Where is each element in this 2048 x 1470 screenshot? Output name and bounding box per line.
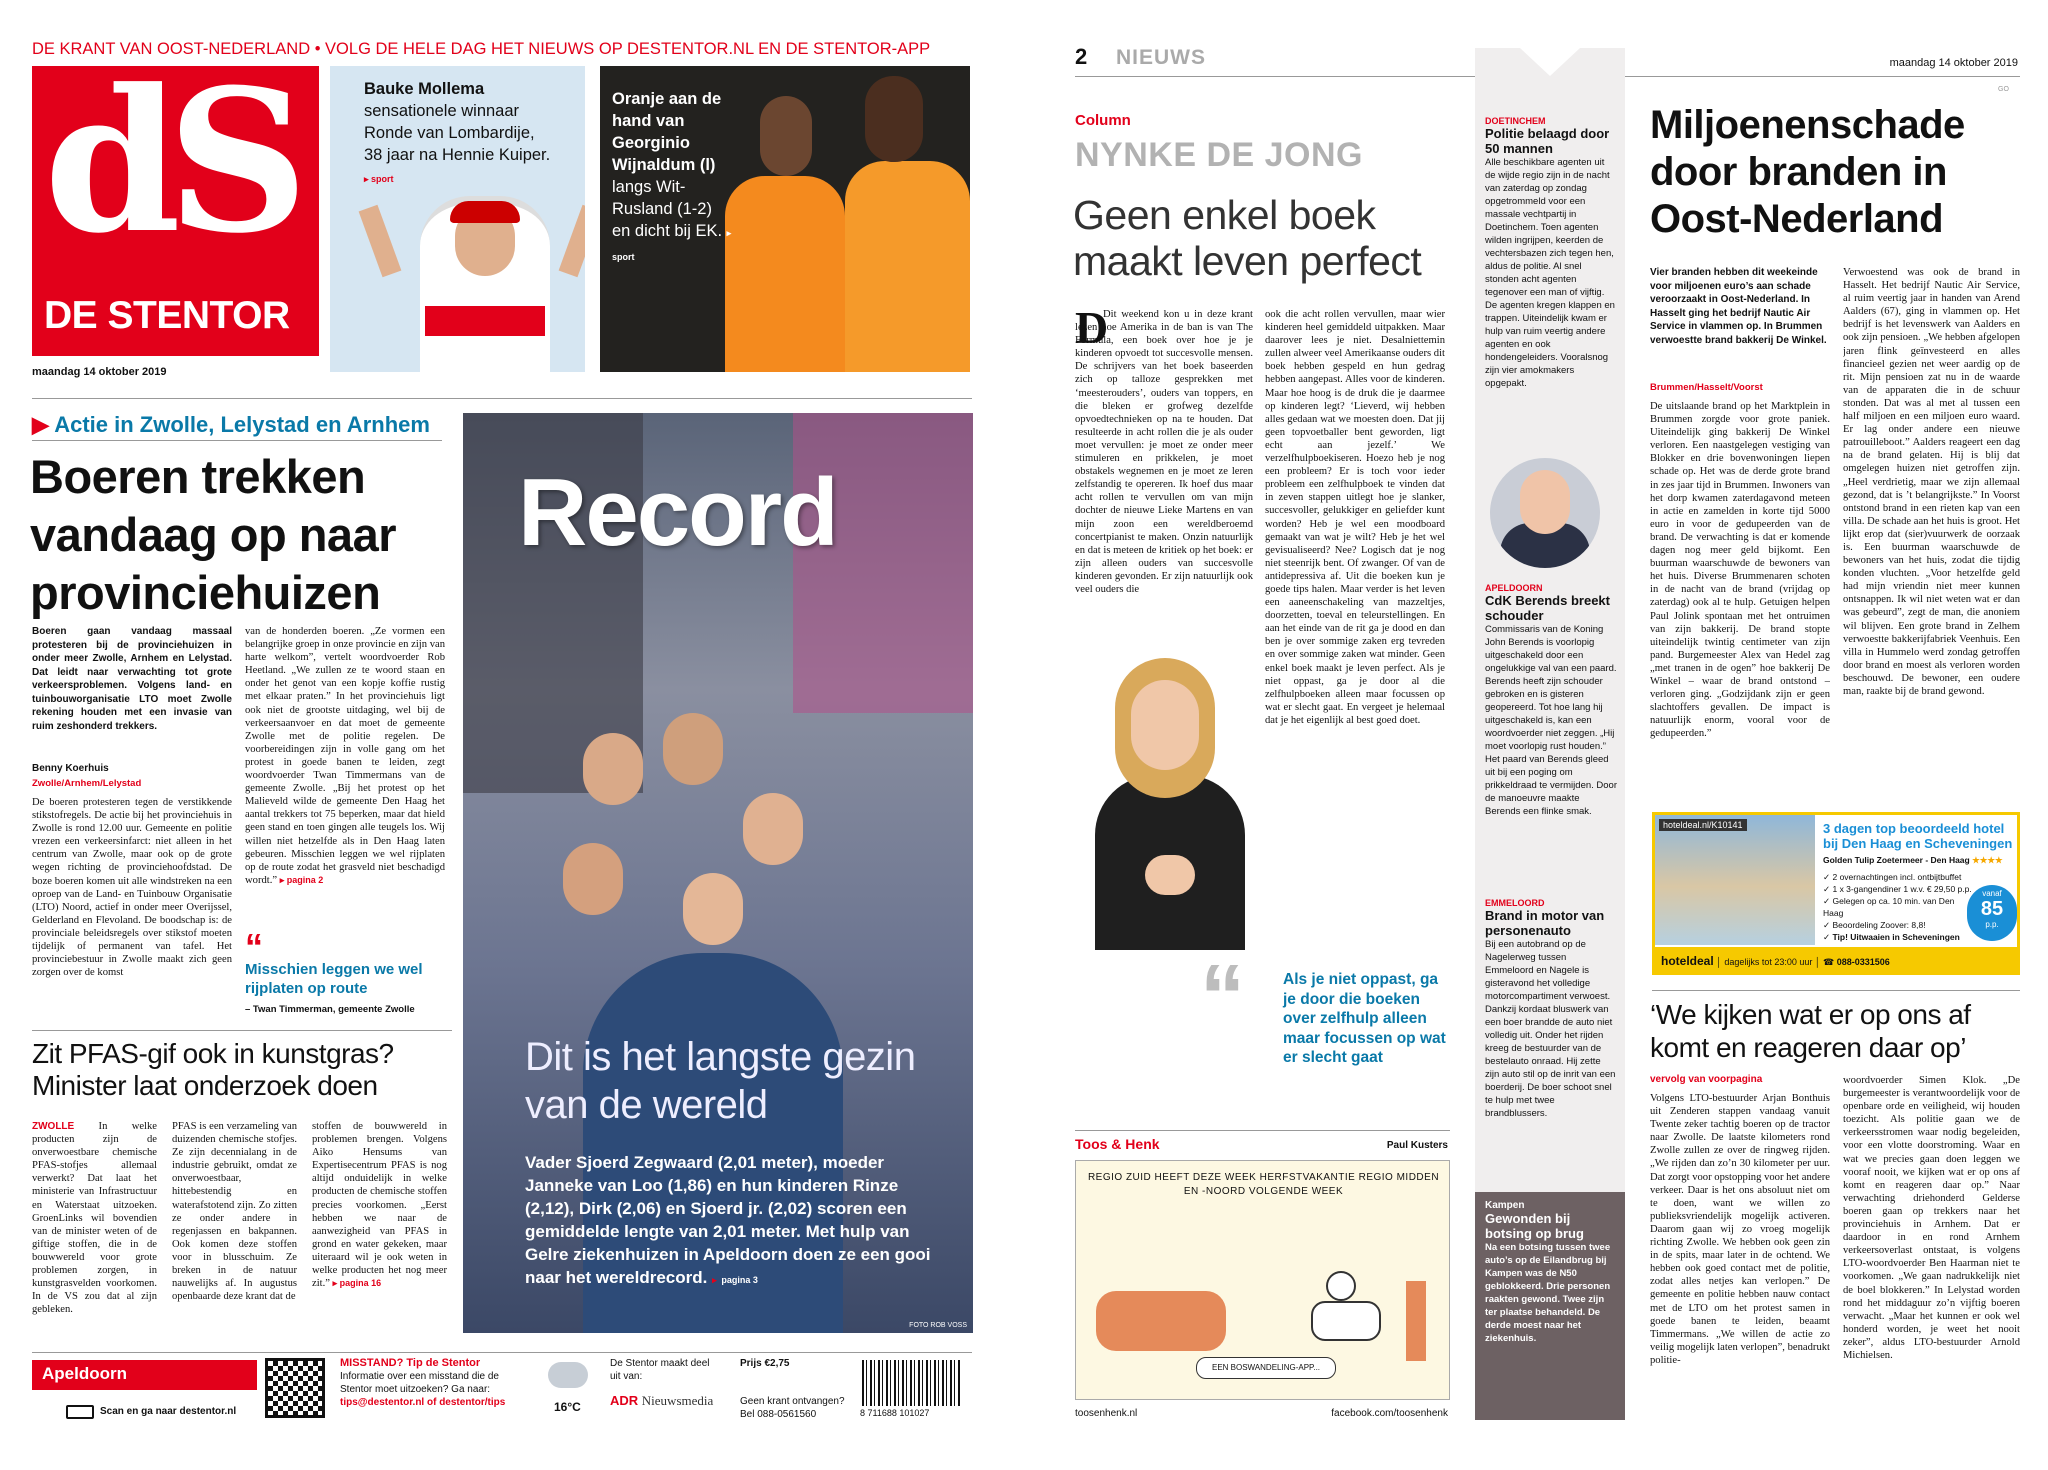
comic-cow-body (1311, 1301, 1381, 1341)
ad-price-badge (1967, 885, 2017, 941)
side-text-3: Bij een autobrand op de Nagelerweg tussen Emmeloord en Nagele is gisteravond het volledige motorcompartiment verwoest. Dankzij kordaat bluswerk van een boer brandde de auto niet volledig uit. Onder het rijden kreeg de bestuurder van de bestelauto onraad. Hij zette zijn auto stil op de inrit van een boerderij. De boer schoot snel te hulp met twee brandblussers. (1485, 939, 1616, 1119)
record-page-link[interactable]: pagina 3 (721, 1275, 758, 1285)
player2-shirt (845, 161, 970, 372)
column-headline: Geen enkel boek maakt leven perfect (1073, 192, 1422, 284)
main-col2: Verwoestend was ook de brand in Hasselt. Het bedrijf Nautic Air Service, al ruim veertig jaar in handen van Arend Aalders (67), ging in vlammen op. Het bedrijf is het levenswerk van Aalders en ook zijn pensioen. „We hebben afgelopen jaren flink geïnvesteerd en alles financieel gezien net weer aardig op de rit. Mijn pensioen zat nu in de waarde van de apparaten die in de schuur stonden. Dat was al met al tussen een half miljoen en een miljoen euro waard. Er lag onder andere een nieuwe patrouilleboot.” Aalders reageert een dag na de brand gelaten. Hij is blij dat omgelegen huizen niet getroffen zijn. „Heel verdrietig, maar we zijn allemaal gezond, dat is ’t belangrijkste.” In Voorst ontstond brand in een rieten kap van een villa. De schade aan het huis is groot. Het lijkt erop dat (sier)vuurwerk de oorzaak is. Een buurman waarschuwde de bewoners van het huis, zodat die tijdig konden vluchten. „Voor hetzelfde geld had mijn vriendin niet meer kunnen ontsnappen. Ik wil niet weten wat er dan was gebeurd”, zegt de man, die anoniem wil blijven. Een grote brand in Zelhem verwoestte bakkerijfabriek Veenhuis. Een villa in Hummelo werd zondag getroffen door brand en moest als verloren worden beschouwd. De bewoner, een oudere man, raakte bij de brand gewond. (1843, 267, 2020, 697)
comic-site-1[interactable]: toosenhenk.nl (1075, 1408, 1138, 1419)
lead-dateline: Zwolle/Arnhem/Lelystad (32, 778, 142, 789)
arm-right (559, 205, 585, 278)
ad-hotel: Golden Tulip Zoetermeer - Den Haag ★★★★ (1823, 855, 2003, 865)
kicker-rule (32, 440, 442, 441)
price: Prijs €2,75 (740, 1358, 790, 1369)
second-headline: ‘We kijken wat er op ons af komt en reageren daar op’ (1650, 999, 1971, 1063)
berends-photo (1490, 458, 1600, 568)
comic-label: Toos & Henk (1075, 1136, 1160, 1152)
record-photo[interactable] (463, 413, 973, 1333)
comic-sofa (1096, 1291, 1226, 1351)
ad-bullet-5: Tip! Uitwaaien in Scheveningen (1832, 932, 1960, 942)
ad-price: 85 (1980, 898, 2004, 920)
player1-head (760, 96, 812, 176)
phone-icon (66, 1405, 94, 1419)
lead-body-col1: De boeren protesteren tegen de verstikkende stikstofregels. De actie bij het provinciehuis in Zwolle is rond 12.00 uur. Gemeente en politie vrezen een verkeersinfarct: niet alleen in het centrum van Zwolle, maar ook op de grote wegen richting de provinciehoofdstad. De boze boeren komen uit alle windstreken na een oproep van de Land- en Tuinbouw Organisatie (LTO) Noord, actief in onder meer Overijssel, Gelderland en Flevoland. De boodschap is: de provinciale beleidsregels over stikstof moeten tijdelijk of permanent van tafel. Het provinciebestuur in Zwolle maakt zich geen zorgen over de komst (32, 797, 232, 979)
top-banner: DE KRANT VAN OOST-NEDERLAND • VOLG DE HELE DAG HET NIEUWS OP DESTENTOR.NL EN DE STENTOR-APP (32, 40, 931, 58)
lead-quote: Misschien leggen we wel rijplaten op route (245, 961, 423, 997)
photo-credit: FOTO ROB VOSS (909, 1322, 967, 1329)
lead-quote-by: – Twan Timmerman, gemeente Zwolle (245, 1004, 415, 1015)
section-name: NIEUWS (1116, 46, 1206, 69)
scan-text[interactable]: Scan en ga naar destentor.nl (100, 1406, 237, 1417)
side-place-3: EMMELOORD (1485, 898, 1545, 908)
side-item-1[interactable] (1485, 116, 1617, 390)
side-head-3: Brand in motor van personenauto (1485, 908, 1605, 938)
promo1-tag: sport (371, 174, 394, 184)
pfas-col1 (32, 1120, 157, 1330)
quote-icon: “ (245, 926, 263, 967)
ad-price-label: vanaf (1982, 889, 2002, 898)
ad-photo (1655, 815, 1815, 945)
main-lead: Vier branden hebben dit weekeinde voor miljoenen euro’s aan schade veroorzaakt in Oost-Nederland. In Hasselt ging het bedrijf Nautic Air Service in vlammen op. In Brummen verwoestte brand bakkerij De Winkel. (1650, 267, 1827, 346)
ad-bullet-4: Beoordeling Zoover: 8,8! (1832, 920, 1926, 930)
cyclist-helmet (450, 201, 520, 223)
page2-date: maandag 14 oktober 2019 (1889, 57, 2018, 69)
barcode (862, 1360, 962, 1406)
pfas-col3-text: stoffen de bouwwereld in problemen brengen. Volgens Aiko Hensums van Expertisecentrum PFAS is nog altijd onduidelijk in welke producten de chemische stoffen precies voorkomen. „Eerst hebben we naar de aanwezigheid van PFAS in grond en water gekeken, maar uiteraard wil je ook weten in welke producten het nog meer zit.” (312, 1121, 447, 1290)
pfas-col1-text: In welke producten zijn de onverwoestbare chemische PFAS-stofjes allemaal verwerkt? Dat laat het ministerie van Infrastructuur en Waterstaat uitzoeken. GroenLinks wil bovendien van de minister weten of de giftige stoffen, die in de bouwwereld voor grote problemen zorgen, in kunstgrasvelden voorkomen. In de VS zou dat al zijn gebleken. (32, 1121, 157, 1316)
column-col2: ook die acht rollen vervullen, maar wier kinderen heel gemiddeld uitpakken. Maar daarover lees je niet. Desalniettemin zullen alweer veel Amerikaanse ouders dit boek hebben gespeld en hun gedrag hebben aangepast. Alles voor de kinderen. Maar hoe hoog is de druk die je daarmee op kinderen legt? ‘Lieverd, wij hebben alles gedaan wat we moesten doen. Dat jij geen topvoetballer bent geworden, ligt echt aan jezelf.’ We verzelfhulpboekiseren. Hoezo heb je nog een probleem? Er is toch voor ieder probleem een zelfhulpboek te vinden dat in zeven stappen uitlegt hoe je slanker, succesvoller, gelukkiger en geliefder kunt worden? Heb je wel een moodboard gemaakt van wat je wilt? Heb je het wel gevisualiseerd? Nee? Logisch dat je nog niet steenrijk bent. Of zwanger. Of van de antidepressiva af. Uit die boeken kun je goede tips halen. Maar verder is het leven een aaneenschakeling van mazzeltjes, doorzetten, toeval en teleurstellingen. En aan het einde van de rit ga je dood en dan ben je over sommige zaken erg tevreden en over sommige zaken wat minder. Geen enkel boek maakt je leven perfect. Als je niet oppast, ga je door al die zelfhulpboeken alleen maar focussen op wat er slecht gaat. En vergeet je helemaal dat je het eigenlijk al best goed doet. (1265, 309, 1445, 726)
side-item-2[interactable] (1485, 583, 1617, 818)
lead-body-col2-text: van de honderden boeren. „Ze vormen een belangrijke groep in onze provincie en zijn van harte welkom”, vertelt woordvoerder Rob Heetland. „We zullen ze te woord staan en onder het genot van een kopje koffie rustig met elkaar praten.” In het provinciehuis ligt ook niet de grootste uitdaging, wel bij de verkeersaanvoer en dat moet de gemeente Zwolle met de politie regelen. De voorbereidingen zijn in volle gang om het protest in goede banen te leiden, zegt woordvoerder Twan Timmermans van de gemeente Zwolle. „Bij het protest op het Malieveld wilde de gemeente Den Haag het aantal trekkers tot 75 beperken, maar dat hield geen stand en toen gingen alle teugels los. Wij willen niet hetzelfde als in Den Haag laten gebeuren. Misschien leggen we wel rijplaten op de route zodat het grasveld niet beschadigd wordt.” (245, 626, 445, 886)
side-place-1: DOETINCHEM (1485, 116, 1546, 126)
player2-head (865, 76, 923, 162)
second-col2: woordvoerder Simen Klok. „De burgemeester is verantwoordelijk voor de openbare orde en veiligheid, wij houden toezicht. Als politie gaan we de verkeersstromen waar nodig begeleiden, voor een vlotte doorstroming. Waar en wat we precies gaan doen leggen we vooraf nooit, we kijken wat er op ons af komt en reageren daar op.” Naar verwachting driehonderd Gelderse boeren gaan op trekkers naar het provinciehuis in Arnhem. Dat er daardoor in en rond Arnhem verkeersoverlast ontstaat, is volgens LTO-woordvoerder Ben Haarman niet te voorkomen. „We gaan nadrukkelijk niet de boel blokkeren.” In Lelystad worden rond het middaguur zo’n vijftig boeren verwacht. „Maar het kunnen er ook wel honderd worden, je weet het nooit zeker”, aldus LTO-bestuurder Arnold Michielsen. (1843, 1075, 2020, 1361)
kicker-text: Actie in Zwolle, Lelystad en Arnhem (54, 412, 430, 437)
side-place-2: APELDOORN (1485, 583, 1543, 593)
comic-cow-head (1326, 1271, 1356, 1301)
adr-logo: ADR Nieuwsmedia (610, 1393, 714, 1408)
lead-page-link[interactable]: pagina 2 (286, 874, 324, 885)
columnist-name: NYNKE DE JONG (1075, 136, 1363, 174)
main-dateline: Brummen/Hasselt/Voorst (1650, 382, 1763, 393)
promo1-text: sensationele winnaar Ronde van Lombardije, 38 jaar na Hennie Kuiper. (364, 102, 551, 164)
ad-title: 3 dagen top beoordeeld hotel bij Den Haag en Scheveningen (1823, 821, 2013, 851)
lead-intro: Boeren gaan vandaag massaal protesteren bij de provinciehuizen in onder meer Zwolle, Arnhem en Lelystad. Dat leidt naar verwachting tot grote verkeersproblemen. Volgens land- en tuinbouworganisatie LTO moet Zwolle rekening houden met een invasie van ruim zeshonderd trekkers. (32, 626, 232, 732)
ad-phone[interactable]: 088-0331506 (1836, 957, 1890, 967)
corner-mark: GO (1998, 86, 2009, 93)
columnist-hands (1145, 855, 1195, 895)
comic-site-2[interactable]: facebook.com/toosenhenk (1331, 1408, 1448, 1419)
face-4 (563, 843, 623, 915)
second-rule (1652, 990, 2020, 991)
berends-face (1520, 470, 1570, 534)
pfas-col2: PFAS is een verzameling van duizenden chemische stofjes. Ze zijn decennialang in de industrie gebruikt, omdat ze onverwoestbaar, hittebestendig en waterafstotend zijn. Zo zitten ze onder andere in regenjassen en bakpannen. Ook komen deze stoffen voor in blusschuim. Ze breken in de natuur nauwelijks af. In augustus openbaarde deze krant dat de (172, 1121, 297, 1303)
side-item-4[interactable] (1475, 1192, 1625, 1420)
pfas-col3: stoffen de bouwwereld in problemen brengen. Volgens Aiko Hensums van Expertisecentrum PFAS is nog altijd onduidelijk in welke producten de chemische stoffen precies voorkomen. „Eerst hebben we naar de aanwezigheid van PFAS in grond en water gekeken, maar uiteraard wil je ook weten in welke producten het nog meer zit.” ▸ pagina 16 (312, 1121, 447, 1290)
pull-quote: Als je niet oppast, ga je door die boeken over zelfhulp alleen maar focussen op wat er slecht gaat (1283, 971, 1446, 1066)
comic-panel (1075, 1160, 1450, 1400)
second-continued: vervolg van voorpagina (1650, 1074, 1763, 1085)
ad-bullet-2: 1 x 3-gangendiner 1 w.v. € 29,50 p.p. (1832, 884, 1972, 894)
misstand-link[interactable]: tips@destentor.nl of destentor/tips (340, 1397, 506, 1408)
side-text-1: Alle beschikbare agenten uit de wijde regio zijn in de nacht van zaterdag op zondag opgetrommeld voor een massale vechtpartij in Doetinchem. Toen agenten wilden ingrijpen, keerden de vechtersbazen zich tegen hen, aldus de politie. Al snel stonden acht agenten tegenover een man of vijftig. De agenten kregen klappen en trappen. Uiteindelijk kwam er hulp van ruim veertig andere agenten en ook hondengeleiders. Vooralsnog zijn vier amokmakers opgepakt. (1485, 157, 1615, 389)
promo-mollema[interactable]: Bauke Mollema sensationele winnaar Ronde van Lombardije, 38 jaar na Hennie Kuiper. ▸ sport (330, 66, 585, 372)
face-3 (743, 793, 803, 865)
edition-label: Apeldoorn (32, 1360, 257, 1390)
arm-left (359, 205, 402, 278)
promo2-tag: sport (612, 252, 635, 262)
publisher-text: De Stentor maakt deel uit van: (610, 1358, 710, 1382)
promo-oranje[interactable]: Oranje aan de hand van Georginio Wijnaldum (l) langs Wit-Rusland (1-2) en dicht bij EK. ▸ sport (600, 66, 970, 372)
misstand-head: MISSTAND? Tip de Stentor (340, 1357, 481, 1369)
pfas-page-link[interactable]: pagina 16 (339, 1278, 382, 1289)
qr-code[interactable] (265, 1358, 325, 1418)
ad-brand: hoteldeal (1661, 954, 1714, 968)
comic-figure (1406, 1281, 1426, 1361)
logo-letters: dS (44, 47, 295, 277)
main-headline: Miljoenenschade door branden in Oost-Nederland (1650, 103, 1965, 241)
ad-footer: hoteldeal │ dagelijks tot 23:00 uur │ ☎ 088-0331506 (1655, 947, 2020, 975)
side-head-1: Politie belaagd door 50 mannen (1485, 126, 1610, 156)
misstand-block (340, 1357, 530, 1409)
page-number: 2 (1075, 44, 1088, 69)
lead-byline: Benny Koerhuis (32, 763, 109, 774)
promo2-title: Oranje aan de hand van Georginio Wijnaldum (l) (612, 90, 722, 174)
hotel-ad[interactable] (1652, 812, 2020, 975)
ad-url[interactable]: hoteldeal.nl/K10141 (1659, 819, 1747, 831)
barcode-number: 8 711688 101027 (860, 1408, 930, 1418)
second-col1: Volgens LTO-bestuurder Arjan Bonthuis uit Zenderen stappen vandaag vanuit Twente zeker tachtig boeren op de tractor naar Zwolle. De laatste kilometers rond Zwolle zullen ze over de ringweg rijden. „We rijden dan zo’n 30 kilometer per uur. Dat zorgt voor opstopping voor het andere verkeer. Daar is het ons absoluut niet om te doen, want we willen zo publieksvriendelijk mogelijk activeren. Daarom gaan wij zo vroeg mogelijk richting Zwolle. We hebben ook geen zin in de spits, maar later in de ochtend. We hebben ook goed contact met de politie, zodat alles netjes kan verlopen.” De gemeente en politie hebben nauw contact met de LTO om het protest samen in goede banen te leiden, beaamt Timmermans. „We willen de actie zo veilig mogelijk laten verlopen”, benadrukt politie- (1650, 1093, 1830, 1366)
subscribe-text[interactable]: Geen krant ontvangen? Bel 088-0561560 (740, 1396, 845, 1420)
lead-headline: Boeren trekken vandaag op naar provinciehuizen (30, 450, 396, 619)
side-head-2: CdK Berends breekt schouder (1485, 593, 1610, 623)
record-text: Vader Sjoerd Zegwaard (2,01 meter), moeder Janneke van Loo (1,86) en hun kinderen Rinze (2,12), Dirk (2,06) en Sjoerd jr. (2,02) scoren een gemiddelde lengte van 2,01 meter. Met hulp van Gelre ziekenhuizen in Apeldoorn doen ze een gooi naar het wereldrecord. (525, 1153, 931, 1287)
side-text-2: Commissaris van de Koning John Berends is voorlopig uitgeschakeld door een ongelukkige val van een paard. Berends heeft zijn schouder gebroken en is gisteren geopereerd. Tot hoe lang hij uitgeschakeld is, kan een woordvoerder niet zeggen. „Hij moet voorlopig rust houden.” Het paard van Berends gleed uit bij een poging om prikkeldraad te vermijden. Door de manoeuvre maakte Berends een flinke smak. (1485, 624, 1618, 817)
cloud-icon (548, 1362, 588, 1388)
front-rule-1 (32, 398, 972, 399)
logo-name: DE STENTOR (44, 294, 290, 337)
record-subtitle: Dit is het langste gezin van de wereld (525, 1035, 916, 1127)
jersey-stripe (425, 306, 545, 336)
side-head-4: Gewonden bij botsing op brug (1485, 1211, 1584, 1241)
temperature: 16°C (554, 1400, 581, 1414)
ad-hours: dagelijks tot 23:00 uur (1724, 957, 1813, 967)
promo2-text: langs Wit-Rusland (1-2) en dicht bij EK. (612, 178, 723, 240)
pfas-rule (32, 1030, 452, 1031)
player1-shirt (725, 176, 845, 372)
side-place-4: Kampen (1485, 1200, 1525, 1211)
face-1 (583, 733, 643, 805)
misstand-text: Informatie over een misstand die de Stentor moet uitzoeken? Ga naar: (340, 1371, 499, 1395)
promo1-title: Bauke Mollema (364, 80, 485, 98)
comic-author: Paul Kusters (1386, 1140, 1448, 1151)
drop-cap: D (1075, 302, 1109, 353)
side-item-3[interactable] (1485, 898, 1617, 1120)
columnist-photo (1075, 650, 1255, 950)
face-2 (663, 713, 723, 785)
ad-bullets: ✓ 2 overnachtingen incl. ontbijtbuffet ✓ 1 x 3-gangendiner 1 w.v. € 29,50 p.p. ✓ Gelegen op ca. 10 min. van Den Haag ✓ Beoordeling Zoover: 8,8! ✓ Tip! Uitwaaien in Scheveningen (1823, 872, 1972, 942)
front-date: maandag 14 oktober 2019 (32, 366, 167, 378)
ad-bullet-1: 2 overnachtingen incl. ontbijtbuffet (1832, 872, 1962, 882)
column-label: Column (1075, 112, 1131, 129)
footer-rule (32, 1352, 972, 1353)
lead-body-col2: van de honderden boeren. „Ze vormen een belangrijke groep in onze provincie en zijn van harte welkom”, vertelt woordvoerder Rob Heetland. „We zullen ze te woord staan en onder het genot van een kopje koffie rustig met elkaar praten.” In het provinciehuis ligt ook niet de grootste uitdaging, wel bij de verkeersaanvoer en dat moet de gemeente Zwolle met de politie regelen. De voorbereidingen zijn in volle gang om het protest in goede banen te leiden, zegt woordvoerder Twan Timmermans van de gemeente Zwolle. „Bij het protest op het Malieveld wilde de gemeente Den Haag het aantal trekkers tot 75 beperken, maar dat hield geen stand en toen gingen alle teugels los. Wij willen niet hetzelfde als in Den Haag laten gebeuren. Misschien leggen we wel rijplaten op de route zodat het grasveld niet beschadigd wordt.” ▸ pagina 2 (245, 626, 445, 886)
pfas-headline: Zit PFAS-gif ook in kunstgras? Minister laat onderzoek doen (32, 1038, 394, 1101)
comic-caption: REGIO ZUID HEEFT DEZE WEEK HERFSTVAKANTIE REGIO MIDDEN EN -NOORD VOLGENDE WEEK (1087, 1172, 1440, 1197)
record-text-wrap: Vader Sjoerd Zegwaard (2,01 meter), moeder Janneke van Loo (1,86) en hun kinderen Rinze (2,12), Dirk (2,06) en Sjoerd jr. (2,02) scoren een gemiddelde lengte van 2,01 meter. Met hulp van Gelre ziekenhuizen in Apeldoorn doen ze een gooi naar het wereldrecord. ▸ pagina 3 (525, 1153, 931, 1287)
comic-bubble: EEN BOSWANDELING-APP... (1196, 1357, 1336, 1379)
columnist-face (1131, 680, 1199, 770)
ad-bullet-3: Gelegen op ca. 10 min. van Den Haag (1823, 896, 1955, 918)
kicker: ▶ Actie in Zwolle, Lelystad en Arnhem (32, 412, 430, 437)
logo[interactable] (32, 47, 319, 356)
ad-hotel-name: Golden Tulip Zoetermeer - Den Haag (1823, 855, 1970, 865)
column-col1: Dit weekend kon u in deze krant lezen hoe Amerika in de ban is van The Formula, een boek over hoe je je kinderen opvoedt tot succesvolle mensen. De schrijvers van het boek baseerden zich op talloze gesprekken met ‘meesterouders’, ouders van toppers, en die bleken er grofweg dezelfde opvoedtechnieken op na te houden. Dat resulteerde in acht rollen die je als ouder moet vervullen: je moet ze onder meer stimuleren en prikkelen, je moet obstakels wegnemen en je moet ze leren zelfstandig te opereren. Ik hoef dus maar acht rollen te vervullen om van mijn dochter de nieuwe Lieke Martens en van mijn zoon een wereldberoemd concertpianist te maken. Onzin natuurlijk en dat is meteen de kritiek op het boek: er zijn alleen ouders van succesvolle kinderen gevonden. Er zijn natuurlijk ook veel ouders die (1075, 309, 1253, 595)
pull-quote-icon: “ (1200, 947, 1245, 1047)
record-title: Record (518, 459, 837, 566)
publisher-name: Nieuwsmedia (641, 1393, 714, 1408)
main-col1: De uitslaande brand op het Marktplein in Brummen zorgde voor grote paniek. Uiteindelijk ging bakkerij De Winkel verloren. Een naastgelegen vestiging van Blokker en drie bovenwoningen liepen schade op. Het was de derde grote brand in zes jaar tijd in Brummen. Inwoners van het dorp kwamen zaterdagavond meteen in actie en zamelden in korte tijd 5000 euro in voor de gedupeerden van de brand. De verwachting is dat er komende dagen nog meer geld bijkomt. Een buurman waarschuwde de bewoners van het huis. Diverse Brummenaren schoten in de nacht van de brand (vrijdag op zaterdag) ook al te hulp. Getuigen helpen Paul Jolink spontaan met het ontruimen van zijn bakkerij. De brand stopte uiteindelijk twintig centimeter van zijn pand. Burgemeester Alex van Hedel zag „met tranen in de ogen” hoe bakkerij De Winkel – waar de brand ontstond – verloren ging. „Godzijdank zijn er geen slachtoffers gevallen. De impact is natuurlijk enorm, vooral voor de gedupeerden.” (1650, 401, 1830, 740)
side-text-4: Na een botsing tussen twee auto’s op de Eilandbrug bij Kampen was de N50 geblokkeerd. Drie personen raakten gewond. Twee zijn ter plaatse behandeld. De derde moest naar het ziekenhuis. (1485, 1242, 1611, 1344)
face-5 (683, 873, 743, 945)
ad-price-unit: p.p. (1985, 920, 1999, 929)
comic-rule (1075, 1130, 1450, 1131)
pfas-dateline: ZWOLLE (32, 1121, 75, 1132)
